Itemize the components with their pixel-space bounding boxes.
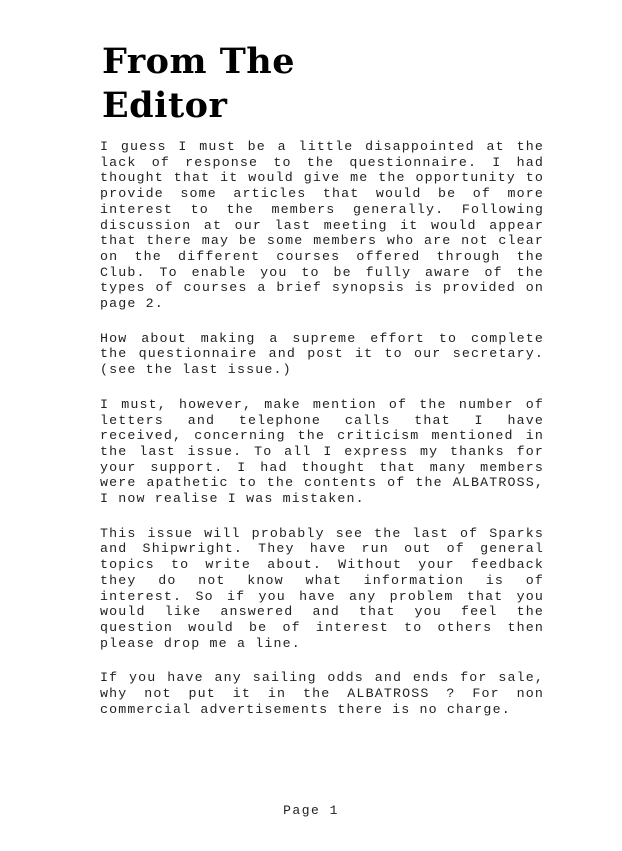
article-body xyxy=(100,139,544,737)
page-title xyxy=(102,40,295,128)
title-line-2: Editor xyxy=(102,85,228,126)
page-number: Page 1 xyxy=(283,803,339,818)
paragraph-5: If you have any sailing odds and ends for sale, why not put it in the ALBATROSS ? For non commercial advertisements there is no charge. xyxy=(100,670,544,717)
paragraph-2: How about making a supreme effort to complete the questionnaire and post it to our secretary. (see the last issue.) xyxy=(100,330,544,378)
title-line-1: From The xyxy=(102,41,295,82)
paragraph-1: I guess I must be a little disappointed at the lack of response to the questionnaire. I had thought that it would give me the opportunity to provide some articles that would be of more interest to the members generally. Following discussion at our last meeting it would appear that there may be some members who are not clear on the different courses offered through the Club. To enable you to be fully aware of the types of courses a brief synopsis is provided on page 2. xyxy=(100,139,544,312)
paragraph-3: I must, however, make mention of the number of letters and telephone calls that I have received, concerning the criticism mentioned in the last issue. To all I express my thanks for your support. I had thought that many members were apathetic to the contents of the ALBATROSS, I now realise I was mistaken. xyxy=(100,396,544,507)
paragraph-4: This issue will probably see the last of Sparks and Shipwright. They have run out of general topics to write about. Without your feedback they do not know what information is of interest. So if you have any problem that you would like answered and that you feel the question would be of interest to others then please drop me a line. xyxy=(100,525,544,651)
